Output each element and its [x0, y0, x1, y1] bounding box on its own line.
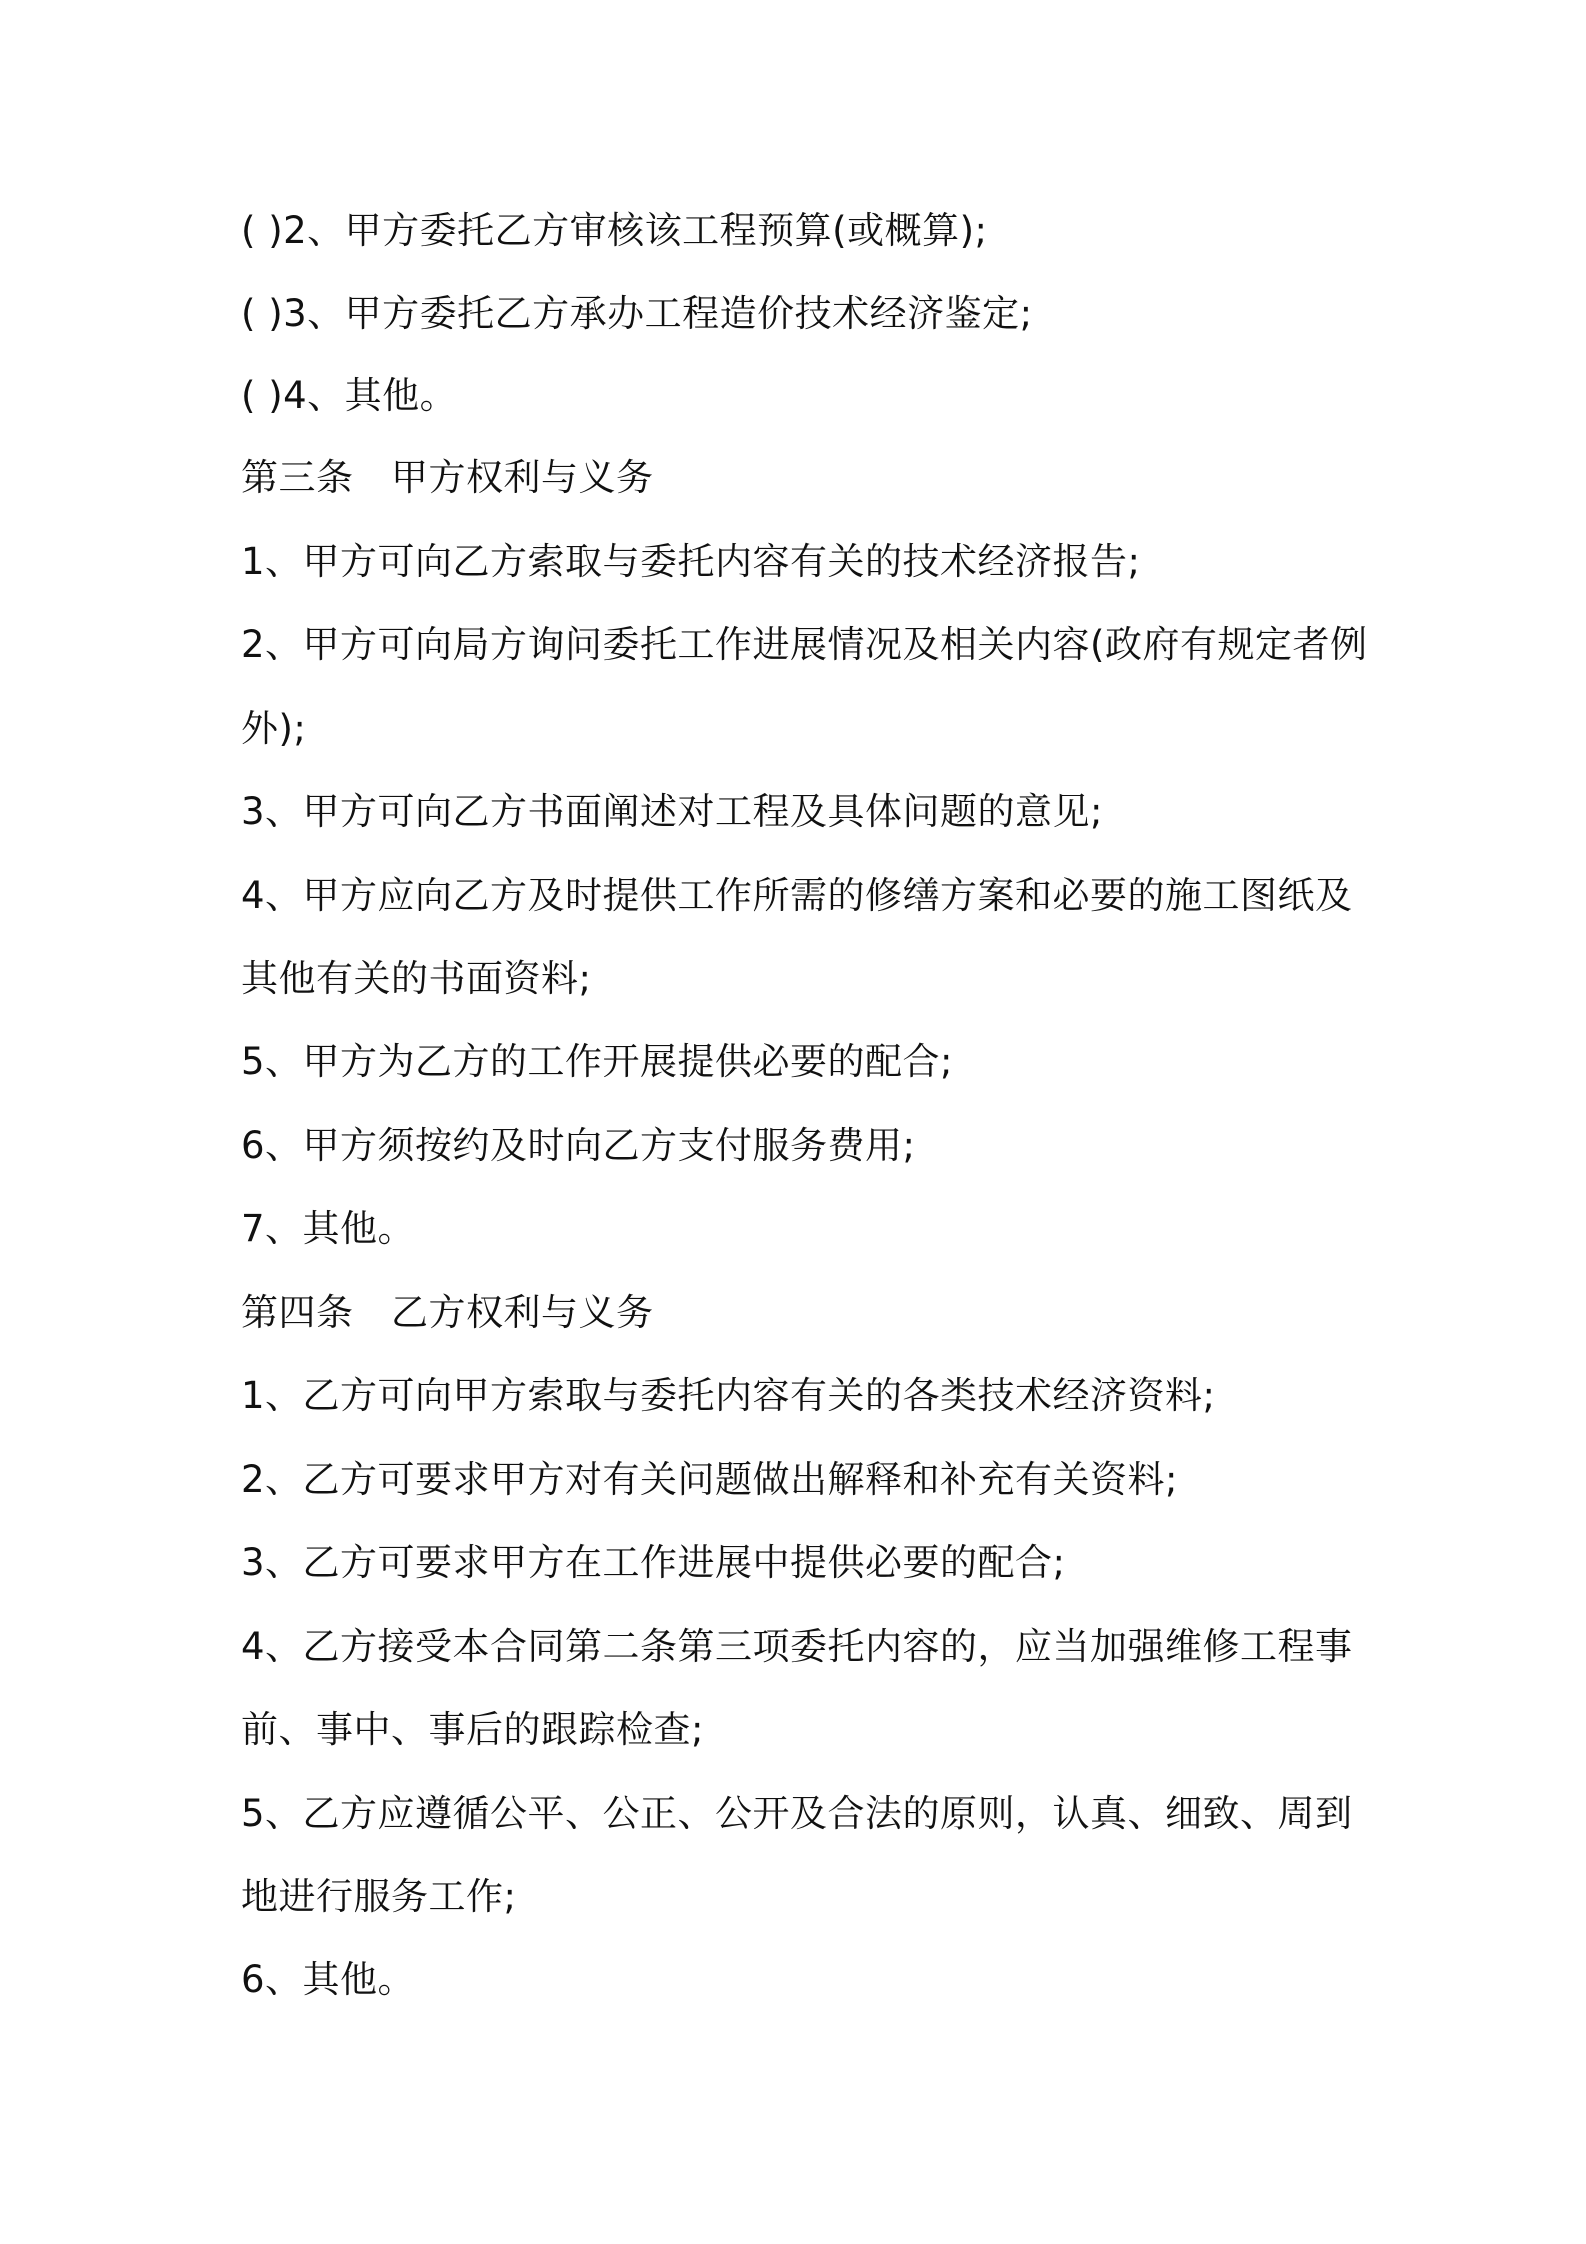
clause-2-3-line: ( )3、甲方委托乙方承办工程造价技术经济鉴定; — [241, 292, 1033, 335]
article-3-item-2-continued: 外); — [241, 707, 307, 750]
article-3-item-3: 3、甲方可向乙方书面阐述对工程及具体问题的意见; — [241, 790, 1104, 833]
article-3-item-4: 4、甲方应向乙方及时提供工作所需的修缮方案和必要的施工图纸及 — [241, 874, 1353, 917]
article-3-heading: 第三条 甲方权利与义务 — [241, 456, 654, 499]
article-4-item-5: 5、乙方应遵循公平、公正、公开及合法的原则，认真、细致、周到 — [241, 1792, 1353, 1835]
article-3-item-1: 1、甲方可向乙方索取与委托内容有关的技术经济报告; — [241, 540, 1141, 583]
article-4-item-6: 6、其他。 — [241, 1958, 416, 2001]
article-4-item-1: 1、乙方可向甲方索取与委托内容有关的各类技术经济资料; — [241, 1374, 1216, 1417]
article-3-item-6: 6、甲方须按约及时向乙方支付服务费用; — [241, 1124, 916, 1167]
article-4-item-4-continued: 前、事中、事后的跟踪检查; — [241, 1708, 704, 1751]
clause-2-4-line: ( )4、其他。 — [241, 374, 458, 417]
article-3-item-5: 5、甲方为乙方的工作开展提供必要的配合; — [241, 1040, 954, 1083]
article-4-item-5-continued: 地进行服务工作; — [241, 1875, 517, 1918]
article-4-heading: 第四条 乙方权利与义务 — [241, 1291, 654, 1334]
article-3-item-2: 2、甲方可向局方询问委托工作进展情况及相关内容(政府有规定者例 — [241, 623, 1368, 666]
article-3-item-7: 7、其他。 — [241, 1207, 416, 1250]
article-4-item-3: 3、乙方可要求甲方在工作进展中提供必要的配合; — [241, 1541, 1066, 1584]
clause-2-2-line: ( )2、甲方委托乙方审核该工程预算(或概算); — [241, 209, 988, 252]
article-4-item-2: 2、乙方可要求甲方对有关问题做出解释和补充有关资料; — [241, 1458, 1179, 1501]
article-4-item-4: 4、乙方接受本合同第二条第三项委托内容的，应当加强维修工程事 — [241, 1625, 1353, 1668]
article-3-item-4-continued: 其他有关的书面资料; — [241, 957, 592, 1000]
